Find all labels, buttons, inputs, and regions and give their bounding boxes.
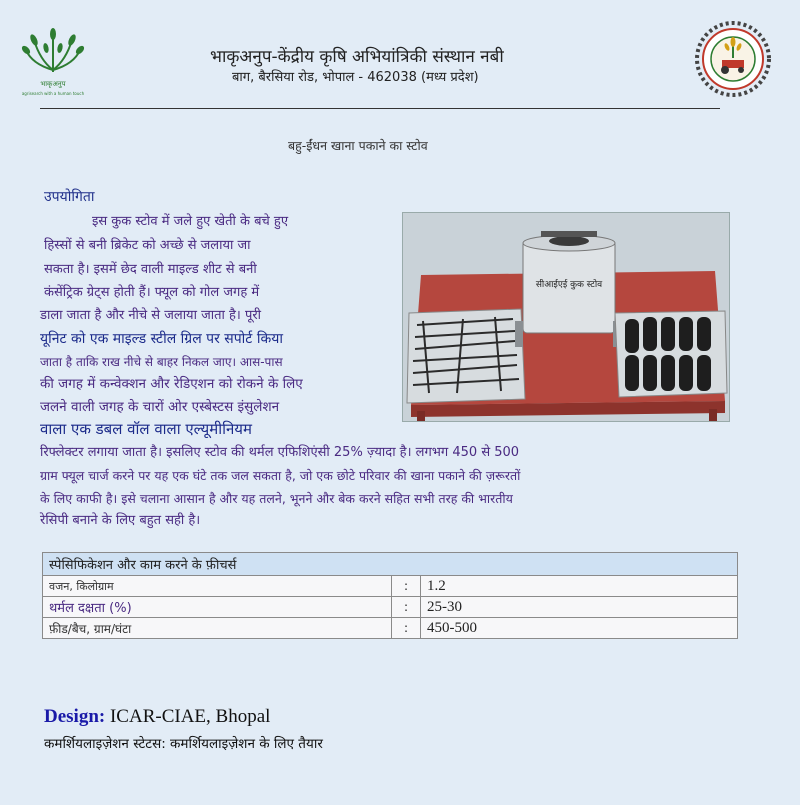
icar-logo [18, 20, 88, 98]
design-label: Design: [44, 706, 106, 727]
spec-value: 1.2 [421, 576, 738, 597]
spec-label: फ़ीड/बैच, ग्राम/घंटा [43, 618, 392, 639]
usage-heading: उपयोगिता [44, 189, 95, 205]
usage-line: कंसेंट्रिक ग्रेट्स होती हैं। फ्यूल को गोल जगह में [44, 285, 260, 300]
usage-line: सकता है। इसमें छेद वाली माइल्ड शीट से बनी [44, 262, 257, 277]
stove-photo [402, 212, 730, 422]
spec-label: वजन, किलोग्राम [43, 576, 392, 597]
org-title: भाकृअनुप-केंद्रीय कृषि अभियांत्रिकी संस्थान नबी [210, 47, 504, 67]
logo-left-sub: agrisearch with a human touch [21, 91, 85, 96]
spec-separator: : [392, 576, 421, 597]
spec-value: 25-30 [421, 597, 738, 618]
table-row [43, 597, 738, 618]
usage-line: इस कुक स्टोव में जले हुए खेती के बचे हुए [92, 214, 289, 229]
design-credit [44, 706, 270, 728]
ciae-logo [694, 20, 772, 98]
gear-seal-icon [694, 20, 772, 98]
spec-label: थर्मल दक्षता (%) [43, 597, 392, 618]
spec-table [42, 552, 738, 639]
table-row [43, 576, 738, 597]
usage-line: के लिए काफी है। इसे चलाना आसान है और यह तलने, भूनने और बेक करने सहित सभी तरह की भारतीय [40, 491, 513, 506]
spec-separator: : [392, 618, 421, 639]
usage-line: डाला जाता है और नीचे से जलाया जाता है। पूरी [40, 308, 262, 323]
spec-value: 450-500 [421, 618, 738, 639]
usage-line: यूनिट को एक माइल्ड स्टील ग्रिल पर सपोर्ट किया [40, 331, 283, 347]
header-divider [40, 108, 720, 109]
usage-line: जलने वाली जगह के चारों ओर एस्बेस्टस इंसुलेशन [40, 399, 280, 415]
commercialization-status: कमर्शियलाइज़ेशन स्टेटस: कमर्शियलाइज़ेशन के लिए तैयार [44, 736, 323, 752]
spec-separator: : [392, 597, 421, 618]
stove-illustration [403, 213, 729, 421]
table-row [43, 618, 738, 639]
document-title: बहु-ईंधन खाना पकाने का स्टोव [288, 138, 428, 153]
usage-line: रिफ्लेक्टर लगाया जाता है। इसलिए स्टोव की थर्मल एफिशिएंसी 25% ज़्यादा है। लगभग 450 से 500 [40, 445, 520, 460]
design-value: ICAR-CIAE, Bhopal [109, 706, 271, 727]
usage-line: जाता है ताकि राख नीचे से बाहर निकल जाए। आस-पास [40, 355, 283, 369]
org-address: बाग, बैरसिया रोड, भोपाल - 462038 (मध्य प्रदेश) [232, 70, 479, 85]
spec-header-row [43, 553, 738, 576]
wheat-emblem-icon [18, 20, 88, 98]
stove-label: सीआईएई कुक स्टोव [535, 280, 603, 290]
usage-line: रेसिपी बनाने के लिए बहुत सही है। [40, 513, 201, 528]
usage-line: ग्राम फ्यूल चार्ज करने पर यह एक घंटे तक जल सकता है, जो एक छोटे परिवार की खाना पकाने की ज़रूरतों [40, 468, 521, 483]
usage-line: वाला एक डबल वॉल वाला एल्यूमीनियम [40, 420, 252, 438]
usage-line: की जगह में कन्वेक्शन और रेडिएशन को रोकने के लिए [40, 376, 303, 392]
spec-heading: स्पेसिफिकेशन और काम करने के फ़ीचर्स [43, 553, 738, 576]
logo-left-text: भाकृअनुप [40, 80, 66, 88]
usage-line: हिस्सों से बनी ब्रिकेट को अच्छे से जलाया जा [44, 238, 251, 253]
